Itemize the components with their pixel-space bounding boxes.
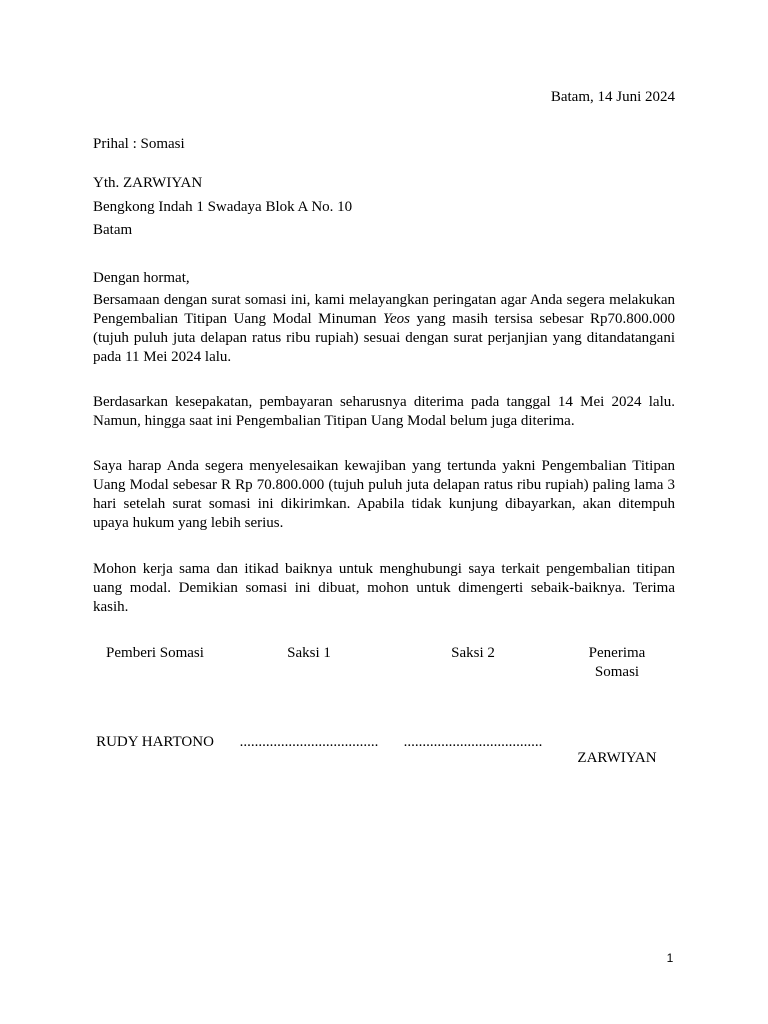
paragraph-1 [93,291,675,367]
signature-name-receiver: ZARWIYAN [577,750,657,766]
letter-date: Batam, 14 Juni 2024 [550,89,675,105]
letter-subject: Prihal : Somasi [93,136,185,152]
signature-name-giver: RUDY HARTONO [96,734,214,750]
signature-line-witness-1: ..................................... [239,734,379,750]
signature-line-witness-2: ..................................... [403,734,543,750]
paragraph-1-text-a: Bersamaan dengan surat somasi ini, kami melayangkan peringatan agar Anda segera melakukan Pengembalian Titipan Uang Modal Minuman [93,292,675,327]
recipient-address: Bengkong Indah 1 Swadaya Blok A No. 10 [93,199,353,215]
page-number: 1 [666,951,674,965]
signature-title-giver: Pemberi Somasi [106,645,204,661]
product-name-italic: Yeos [383,311,410,327]
greeting: Dengan hormat, [93,270,190,286]
paragraph-2: Berdasarkan kesepakatan, pembayaran seharusnya diterima pada tanggal 14 Mei 2024 lalu. Namun, hingga saat ini Pengembalian Titipan Uang Modal belum juga diterima. [93,394,675,429]
signature-title-receiver: Penerima Somasi [588,645,646,680]
paragraph-4: Mohon kerja sama dan itikad baiknya untuk menghubungi saya terkait pengembalian titipan uang modal. Demikian somasi ini dibuat, mohon untuk dimengerti sebaik-baiknya. Terima kasih. [93,561,675,615]
signature-title-witness-2: Saksi 2 [451,645,495,661]
paragraph-3: Saya harap Anda segera menyelesaikan kewajiban yang tertunda yakni Pengembalian Titipan Uang Modal sebesar R Rp 70.800.000 (tujuh puluh juta delapan ratus ribu rupiah) paling lama 3 hari setelah surat somasi ini dikirimkan. Apabila tidak kunjung dibayarkan, akan ditempuh upaya hukum yang lebih serius. [93,458,675,531]
recipient-city: Batam [93,222,133,238]
signature-title-witness-1: Saksi 1 [287,645,331,661]
paragraph-1-text-b: yang masih tersisa sebesar Rp70.800.000 (tujuh puluh juta delapan ratus ribu rupiah) sesuai dengan surat perjanjian yang ditandatangani pada 11 Mei 2024 lalu. [93,311,675,365]
recipient-name: Yth. ZARWIYAN [93,175,203,191]
